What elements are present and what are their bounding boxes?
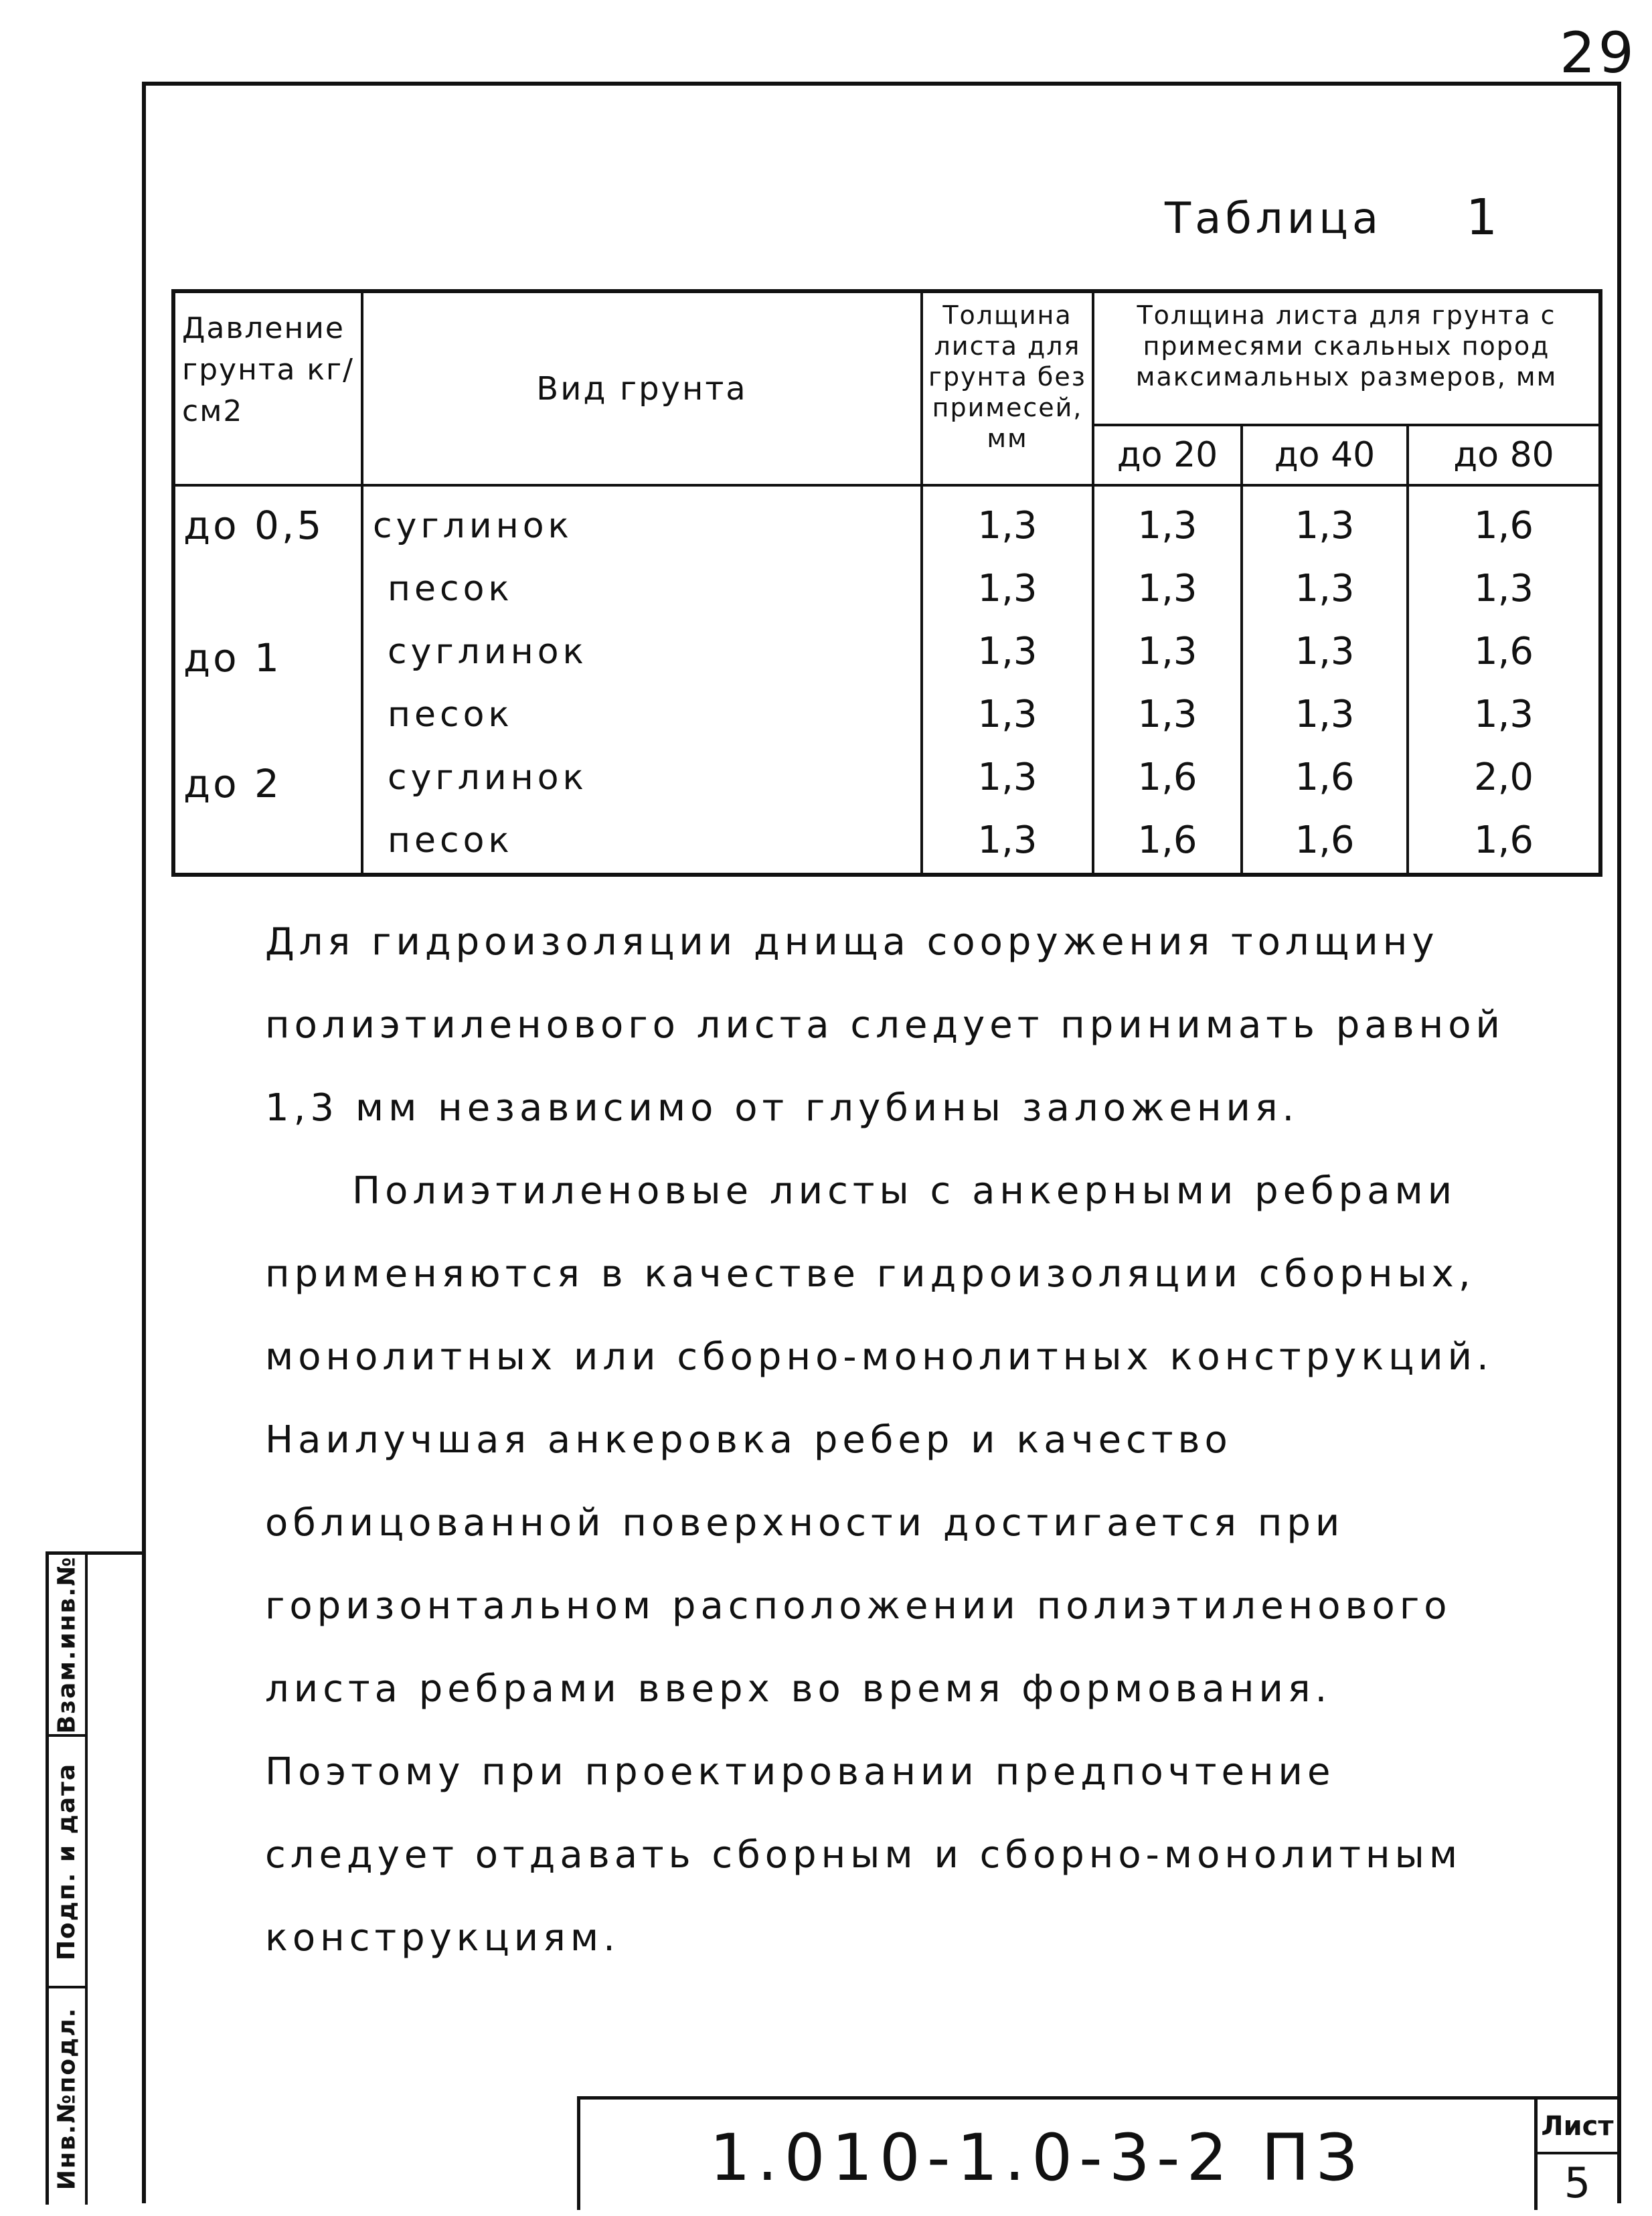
soil-column — [362, 485, 922, 875]
side-stamp — [46, 1551, 142, 2205]
table-caption: Таблица — [1165, 194, 1383, 244]
pressure-column — [173, 485, 362, 875]
thickness-value: 1,6 — [1473, 819, 1534, 862]
paragraph: Полиэтиленовые листы с анкерными ребрами применяются в качестве гидроизоляции сборных, монолитных или сборно-монолитных конструкций. Наилучшая анкеровка ребер и качество облицованной поверхности достигается при горизонтальном расположении полиэтиленового листа ребрами вверх во время формования. Поэтому при проектировании предпочтение следует отдавать сборным и сборно-монолитным конструкциям. — [265, 1169, 1493, 1960]
thickness-value: 1,3 — [1137, 567, 1197, 610]
thickness-value: 1,6 — [1473, 504, 1534, 547]
plain-thickness-column — [922, 485, 1093, 875]
thickness-value: 1,6 — [1137, 756, 1197, 799]
stamp-cell-replacement-inv — [49, 1555, 85, 1737]
sheet-block — [1534, 2096, 1617, 2210]
thickness-value: 1,3 — [1473, 567, 1534, 610]
stamp-cell-original-inv — [49, 1988, 85, 2208]
pressure-value: до 0,5 — [183, 503, 325, 548]
size-40-column — [1242, 485, 1408, 875]
soil-value: суглинок — [373, 506, 573, 546]
header-size-20: до 20 — [1093, 425, 1242, 485]
size-20-column — [1093, 485, 1242, 875]
header-thickness-plain: Толщина листа для грунта без примесей, мм — [922, 291, 1093, 485]
thickness-value: 1,3 — [1295, 630, 1355, 673]
document-code: 1.010-1.0-3-2 ПЗ — [710, 2120, 1364, 2195]
thickness-value: 1,3 — [977, 756, 1038, 799]
soil-value: суглинок — [388, 758, 588, 798]
soil-value: песок — [388, 821, 513, 861]
thickness-value: 1,3 — [1295, 567, 1355, 610]
thickness-value: 1,3 — [977, 567, 1038, 610]
soil-thickness-table — [171, 289, 1602, 877]
thickness-value: 1,6 — [1473, 630, 1534, 673]
page-number: 29 — [1560, 20, 1637, 86]
stamp-label: Инв.№подл. — [53, 2007, 81, 2190]
body-text — [265, 901, 1510, 1980]
stamp-cell-signature-date — [49, 1737, 85, 1988]
header-pressure: Давление грунта кг/см2 — [173, 291, 362, 485]
thickness-value: 1,6 — [1295, 756, 1355, 799]
thickness-value: 2,0 — [1473, 756, 1534, 799]
thickness-value: 1,3 — [977, 693, 1038, 736]
thickness-value: 1,3 — [1137, 504, 1197, 547]
header-size-40: до 40 — [1242, 425, 1408, 485]
thickness-value: 1,3 — [1137, 630, 1197, 673]
table-number: 1 — [1466, 189, 1498, 246]
stamp-label: Взам.инв.№ — [53, 1555, 81, 1733]
thickness-value: 1,3 — [977, 504, 1038, 547]
thickness-value: 1,3 — [977, 819, 1038, 862]
header-soil-type: Вид грунта — [362, 291, 922, 485]
thickness-value: 1,3 — [1137, 693, 1197, 736]
thickness-value: 1,3 — [1473, 693, 1534, 736]
pressure-value: до 1 — [183, 635, 282, 681]
stamp-label: Подп. и дата — [53, 1762, 81, 1960]
header-size-80: до 80 — [1408, 425, 1600, 485]
thickness-value: 1,6 — [1295, 819, 1355, 862]
pressure-value: до 2 — [183, 761, 282, 806]
thickness-value: 1,3 — [1295, 504, 1355, 547]
size-80-column — [1408, 485, 1600, 875]
stamp-divider — [85, 1555, 88, 2205]
soil-value: песок — [388, 569, 513, 609]
thickness-value: 1,3 — [1295, 693, 1355, 736]
sheet-label: Лист — [1538, 2100, 1617, 2154]
header-thickness-mixed: Толщина листа для грунта с примесями скальных пород максимальных размеров, мм — [1093, 291, 1600, 425]
thickness-value: 1,6 — [1137, 819, 1197, 862]
soil-value: суглинок — [388, 632, 588, 672]
sheet-number: 5 — [1564, 2158, 1591, 2207]
paragraph: Для гидроизоляции днища сооружения толщину полиэтиленового листа следует принимать равной 1,3 мм независимо от глубины заложения. — [265, 920, 1505, 1130]
soil-value: песок — [388, 695, 513, 735]
thickness-value: 1,3 — [977, 630, 1038, 673]
